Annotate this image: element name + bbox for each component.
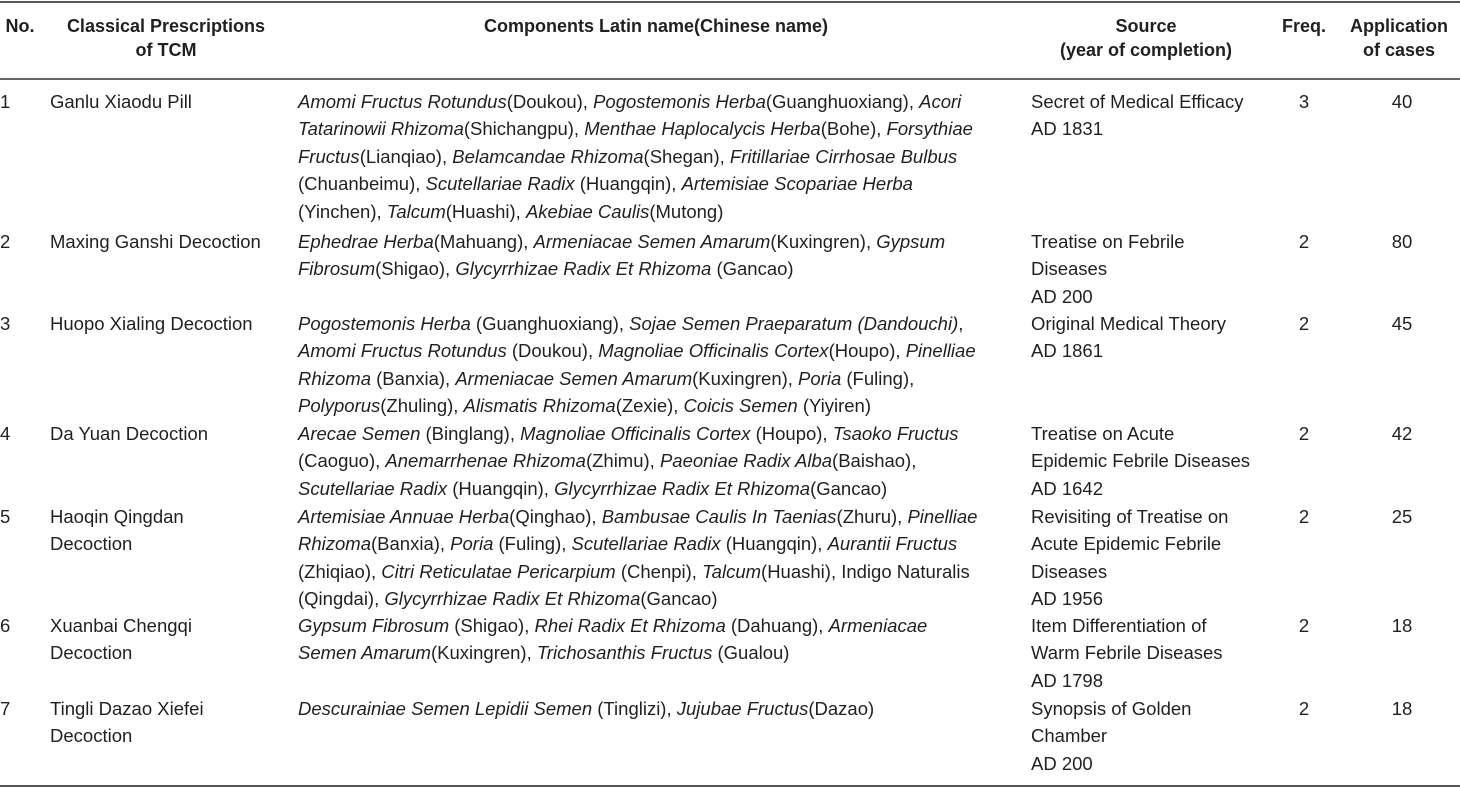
latin-name: Scutellariae Radix (571, 533, 721, 555)
components-cell (298, 88, 1020, 225)
source-text: Treatise on Febrile Diseases AD 200 (1031, 231, 1185, 307)
latin-name: Artemisiae Scopariae Herba (681, 173, 913, 195)
latin-name: Trichosanthis Fructus (536, 642, 713, 664)
frequency-value: 2 (1298, 231, 1310, 252)
chinese-name: (Caoguo), (298, 450, 386, 472)
latin-name: Sojae Semen Praeparatum (Dandouchi) (629, 313, 959, 334)
components-line (298, 255, 1020, 282)
latin-name: Glycyrrhizae Radix Et Rhizoma (455, 258, 712, 280)
latin-name: Fructus (298, 145, 360, 167)
chinese-name: (Yinchen), (298, 200, 387, 222)
cases-value: 18 (1391, 615, 1413, 636)
chinese-name: (Houpo), (828, 340, 906, 362)
top-rule (0, 1, 1460, 3)
prescription-name: Haoqin Qingdan Decoction (50, 506, 184, 555)
components-line (298, 143, 1020, 170)
components-cell (298, 420, 1020, 502)
header-cases: Application of cases (1350, 16, 1448, 60)
components-line (298, 170, 1020, 197)
latin-name: Armeniacae Semen Amarum (533, 231, 771, 252)
latin-name: Poria (798, 367, 842, 389)
frequency-value: 3 (1298, 91, 1310, 112)
chinese-name: (Tinglizi), (592, 698, 677, 719)
latin-name: Magnoliae Officinalis Cortex (598, 340, 829, 362)
latin-name: Rhizoma (298, 367, 371, 389)
chinese-name: (Gancao) (640, 588, 718, 610)
frequency-value: 2 (1298, 423, 1310, 444)
latin-name: Poria (450, 533, 494, 555)
cases-value: 18 (1391, 698, 1413, 719)
components-line (298, 228, 1020, 255)
latin-name: Acori (919, 91, 962, 112)
chinese-name: (Doukou), (506, 340, 599, 362)
chinese-name: (Dazao) (808, 698, 875, 719)
chinese-name: (Kuxingren), (430, 642, 537, 664)
chinese-name: (Banxia), (371, 533, 451, 555)
source-text: Original Medical Theory AD 1861 (1031, 313, 1227, 362)
chinese-name: (Banxia), (371, 367, 456, 389)
chinese-name: (Kuxingren), (692, 367, 799, 389)
latin-name: Rhizoma (298, 533, 371, 555)
latin-name: Armeniacae (828, 615, 928, 636)
chinese-name: (Fuling), (841, 367, 915, 389)
latin-name: Ephedrae Herba (298, 231, 434, 252)
latin-name: Belamcandae Rhizoma (452, 145, 644, 167)
latin-name: Talcum (702, 560, 762, 582)
components-line (298, 365, 1020, 392)
cases-value: 45 (1391, 313, 1413, 334)
prescription-name: Tingli Dazao Xiefei Decoction (50, 698, 204, 747)
header-prescription: Classical Prescriptions of TCM (66, 16, 266, 60)
components-cell (298, 612, 1020, 667)
row-number: 7 (0, 698, 11, 719)
components-line (298, 612, 1020, 639)
latin-name: Alismatis Rhizoma (463, 395, 616, 417)
chinese-name: (Houpo), (750, 423, 833, 444)
latin-name: Coicis Semen (683, 395, 798, 417)
chinese-name: (Qingdai), (298, 588, 385, 610)
chinese-name: (Zhuling), (380, 395, 464, 417)
components-line (298, 695, 1020, 722)
chinese-name: (Mahuang), (433, 231, 534, 252)
latin-name: Amomi Fructus Rotundus (298, 91, 507, 112)
components-line (298, 447, 1020, 474)
cases-value: 42 (1391, 423, 1413, 444)
latin-name: Scutellariae Radix (425, 173, 575, 195)
latin-name: Scutellariae Radix (298, 477, 448, 499)
row-number: 3 (0, 313, 11, 334)
source-text: Synopsis of Golden Chamber AD 200 (1031, 698, 1192, 774)
latin-name: Talcum (386, 200, 446, 222)
components-cell (298, 695, 1020, 722)
bottom-rule (0, 785, 1460, 787)
cases-value: 40 (1391, 91, 1413, 112)
chinese-name: (Guanghuoxiang), (470, 313, 630, 334)
prescription-name: Maxing Ganshi Decoction (50, 231, 261, 252)
latin-name: Glycyrrhizae Radix Et Rhizoma (554, 477, 811, 499)
components-line (298, 392, 1020, 419)
latin-name: Pogostemonis Herba (593, 91, 766, 112)
row-number: 1 (0, 91, 11, 112)
latin-name: Pinelliae (907, 506, 978, 527)
prescription-name: Xuanbai Chengqi Decoction (50, 615, 192, 664)
chinese-name: (Gancao) (810, 477, 888, 499)
prescription-name: Huopo Xialing Decoction (50, 313, 253, 334)
latin-name: Bambusae Caulis In Taenias (601, 506, 837, 527)
chinese-name: (Lianqiao), (359, 145, 453, 167)
chinese-name: (Shegan), (643, 145, 730, 167)
components-line (298, 198, 1020, 225)
latin-name: Aurantii Fructus (827, 533, 958, 555)
chinese-name: (Baishao), (832, 450, 917, 472)
header-no: No. (5, 16, 35, 36)
latin-name: Jujubae Fructus (676, 698, 809, 719)
latin-name: Glycyrrhizae Radix Et Rhizoma (384, 588, 641, 610)
components-line (298, 530, 1020, 557)
latin-name: Pinelliae (905, 340, 976, 362)
cases-value: 80 (1391, 231, 1413, 252)
components-line (298, 585, 1020, 612)
chinese-name: (Gualou) (712, 642, 790, 664)
frequency-value: 2 (1298, 313, 1310, 334)
latin-name: Tatarinowii Rhizoma (298, 118, 464, 140)
chinese-name: (Kuxingren), (770, 231, 877, 252)
chinese-name: (Chuanbeimu), (298, 173, 426, 195)
latin-name: Tsaoko Fructus (832, 423, 959, 444)
components-line (298, 558, 1020, 585)
row-number: 5 (0, 506, 11, 527)
frequency-value: 2 (1298, 698, 1310, 719)
row-number: 4 (0, 423, 11, 444)
chinese-name: (Huashi), (445, 200, 526, 222)
latin-name: Gypsum Fibrosum (298, 615, 450, 636)
chinese-name: (Binglang), (420, 423, 521, 444)
chinese-name: (Doukou), (506, 91, 594, 112)
chinese-name: (Dahuang), (725, 615, 829, 636)
components-line (298, 88, 1020, 115)
cases-value: 25 (1391, 506, 1413, 527)
chinese-name: (Qinghao), (509, 506, 602, 527)
components-line (298, 115, 1020, 142)
chinese-name: (Huangqin), (720, 533, 828, 555)
chinese-name: (Zhuru), (836, 506, 908, 527)
latin-name: Polyporus (298, 395, 381, 417)
header-source: Source (year of completion) (1059, 16, 1233, 60)
latin-name: Arecae Semen (298, 423, 421, 444)
source-text: Secret of Medical Efficacy AD 1831 (1031, 91, 1244, 140)
latin-name: Anemarrhenae Rhizoma (385, 450, 586, 472)
latin-name: Armeniacae Semen Amarum (455, 367, 693, 389)
components-line (298, 639, 1020, 666)
chinese-name: (Huangqin), (447, 477, 555, 499)
chinese-name: (Zhimu), (585, 450, 660, 472)
components-line (298, 310, 1020, 337)
chinese-name: (Gancao) (711, 258, 794, 280)
header-components: Components Latin name(Chinese name) (483, 16, 829, 36)
header-freq: Freq. (1281, 16, 1326, 36)
components-line (298, 503, 1020, 530)
latin-name: Descurainiae Semen Lepidii Semen (298, 698, 593, 719)
source-text: Treatise on Acute Epidemic Febrile Diseases AD 1642 (1031, 423, 1251, 499)
latin-name: Gypsum (876, 231, 946, 252)
chinese-name: (Zhiqiao), (298, 560, 382, 582)
components-cell (298, 310, 1020, 420)
prescription-name: Da Yuan Decoction (50, 423, 209, 444)
chinese-name: (Huangqin), (574, 173, 682, 195)
components-cell (298, 228, 1020, 283)
frequency-value: 2 (1298, 615, 1310, 636)
latin-name: Amomi Fructus Rotundus (298, 340, 507, 362)
chinese-name: (Bohe), (820, 118, 887, 140)
chinese-name: (Yiyiren) (797, 395, 872, 417)
components-cell (298, 503, 1020, 613)
latin-name: Paeoniae Radix Alba (659, 450, 833, 472)
source-text: Revisiting of Treatise on Acute Epidemic Febrile Diseases AD 1956 (1031, 506, 1229, 610)
chinese-name: (Shigao), (375, 258, 456, 280)
latin-name: Forsythiae (886, 118, 973, 140)
chinese-name: (Fuling), (493, 533, 572, 555)
components-line (298, 337, 1020, 364)
frequency-value: 2 (1298, 506, 1310, 527)
latin-name: Artemisiae Annuae Herba (298, 506, 510, 527)
latin-name: Rhei Radix Et Rhizoma (534, 615, 726, 636)
latin-name: Akebiae Caulis (525, 200, 650, 222)
components-line (298, 420, 1020, 447)
source-text: Item Differentiation of Warm Febrile Diseases AD 1798 (1031, 615, 1223, 691)
chinese-name: , (958, 313, 964, 334)
header-rule (0, 78, 1460, 80)
chinese-name: (Chenpi), (615, 560, 703, 582)
components-line (298, 475, 1020, 502)
chinese-name: (Zexie), (615, 395, 684, 417)
chinese-name: (Shigao), (449, 615, 535, 636)
latin-name: Magnoliae Officinalis Cortex (520, 423, 751, 444)
latin-name: Pogostemonis Herba (298, 313, 471, 334)
prescription-name: Ganlu Xiaodu Pill (50, 91, 192, 112)
chinese-name: (Mutong) (649, 200, 724, 222)
latin-name: Fibrosum (298, 258, 376, 280)
row-number: 2 (0, 231, 11, 252)
chinese-name: (Huashi), Indigo Naturalis (761, 560, 970, 582)
latin-name: Fritillariae Cirrhosae Bulbus (729, 145, 958, 167)
row-number: 6 (0, 615, 11, 636)
latin-name: Citri Reticulatae Pericarpium (381, 560, 616, 582)
chinese-name: (Guanghuoxiang), (765, 91, 920, 112)
latin-name: Semen Amarum (298, 642, 431, 664)
latin-name: Menthae Haplocalycis Herba (584, 118, 821, 140)
chinese-name: (Shichangpu), (463, 118, 585, 140)
